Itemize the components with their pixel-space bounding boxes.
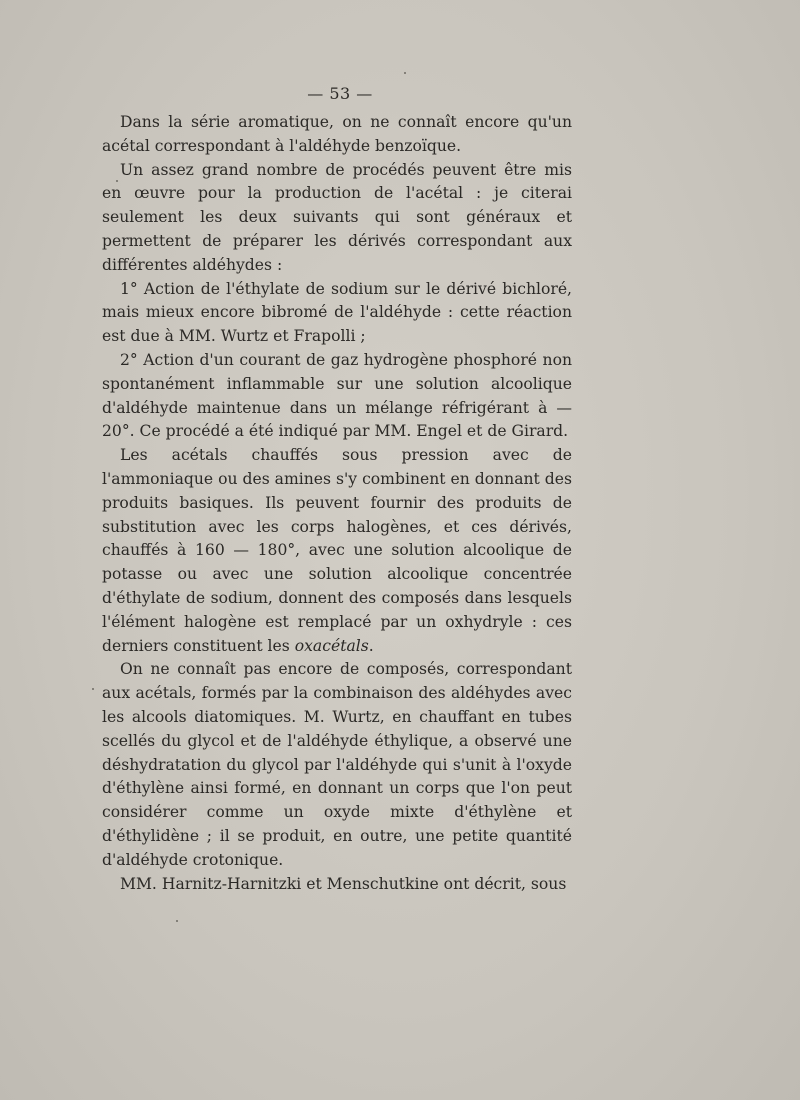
paragraph-3 xyxy=(102,278,572,349)
paragraph-text: Un assez grand nombre de procédés peuvent être mis en œuvre pour la production de l'acétal : je citerai seulement les deux suivants qui sont généraux et permettent de préparer les dérivés correspondant aux différentes aldéhydes : xyxy=(102,160,572,274)
body-text xyxy=(102,111,572,896)
paragraph-5 xyxy=(102,444,572,658)
paragraph-text: On ne connaît pas encore de composés, correspondant aux acétals, formés par la combinaison des aldéhydes avec les alcools diatomiques. M. Wurtz, en chauffant en tubes scellés du glycol et de l'aldéhyde éthylique, a observé une déshydratation du glycol par l'aldéhyde qui s'unit à l'oxyde d'éthylène ainsi formé, en donnant un corps que l'on peut considérer comme un oxyde mixte d'éthylène et d'éthylidène ; il se produit, en outre, une petite quantité d'aldéhyde crotonique. xyxy=(102,660,572,869)
paragraph-text: Dans la série aromatique, on ne connaît encore qu'un acétal correspondant à l'aldéhyde benzoïque. xyxy=(102,113,572,155)
paragraph-text-end: . xyxy=(368,636,374,655)
paragraph-text: MM. Harnitz-Harnitzki et Menschutkine ont décrit, sous xyxy=(120,874,567,893)
paragraph-text: Les acétals chauffés sous pression avec de l'ammoniaque ou des amines s'y combinent en donnant des produits basiques. Ils peuvent fournir des produits de substitution avec les corps halogènes, et ces dérivés, chauffés à 160 — 180°, avec une solution alcoolique de potasse ou avec une solution alcoolique concentrée d'éthylate de sodium, donnent des composés dans lesquels l'élément halogène est remplacé par un oxhydryle : ces derniers constituent les xyxy=(102,446,572,655)
paragraph-4 xyxy=(102,349,572,444)
paper-speck xyxy=(116,180,118,182)
page-number: — 53 — xyxy=(307,84,373,103)
paragraph-text: 2° Action d'un courant de gaz hydrogène phosphoré non spontanément inflammable sur une solution alcoolique d'aldéhyde maintenue dans un mélange réfrigérant à — 20°. Ce procédé a été indiqué par MM. Engel et de Girard. xyxy=(102,350,572,441)
paragraph-6 xyxy=(102,658,572,872)
paper-speck xyxy=(92,688,94,690)
paragraph-text: 1° Action de l'éthylate de sodium sur le dérivé bichloré, mais mieux encore bibromé de l'aldéhyde : cette réaction est due à MM. Wurtz et Frapolli ; xyxy=(102,279,572,346)
italic-term: oxacétals xyxy=(294,636,369,655)
paragraph-1 xyxy=(102,111,572,159)
paper-speck xyxy=(176,920,178,922)
paragraph-2 xyxy=(102,159,572,278)
paper-speck xyxy=(404,72,406,74)
paragraph-7 xyxy=(102,873,572,897)
